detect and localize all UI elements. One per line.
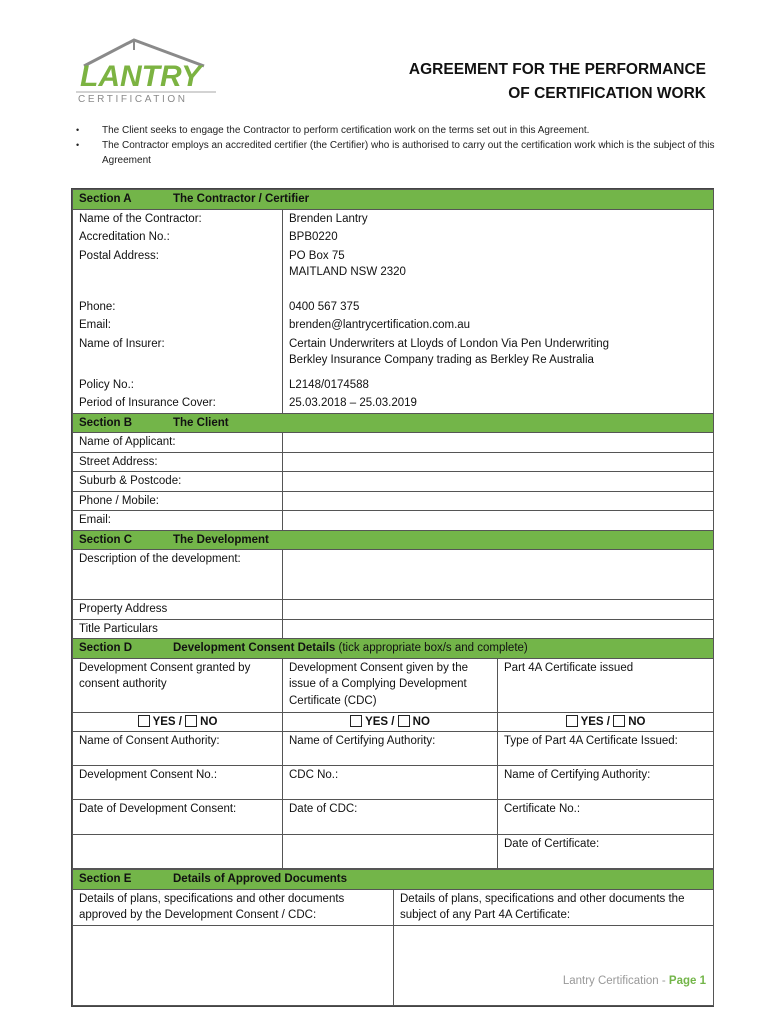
phone-label: Phone:: [73, 298, 283, 317]
yes-label: YES: [152, 715, 176, 728]
policy-row: [73, 376, 714, 395]
applicant-row: [73, 433, 714, 453]
cdc-yes-checkbox[interactable]: [350, 715, 362, 727]
bullet-icon: •: [76, 125, 80, 135]
street-row: [73, 452, 714, 472]
postal-address-row: [73, 247, 714, 298]
intro-bullets: [76, 123, 716, 168]
logo-subtext: CERTIFICATION: [78, 94, 188, 104]
postal-line-1: PO Box 75: [289, 249, 345, 262]
yes-no-row: [73, 712, 714, 732]
section-c-label: Section C: [79, 533, 133, 546]
insurance-period-value: 25.03.2018 – 25.03.2019: [283, 394, 714, 413]
part4a-yes-no: YES / NO: [498, 712, 714, 732]
cdc-heading: Development Consent given by the issue of a Complying Development Certificate (CDC): [283, 658, 498, 712]
page-footer: [563, 975, 706, 987]
section-a-header: [73, 190, 714, 210]
title-particulars-row: [73, 619, 714, 639]
section-d-title: Development Consent Details: [173, 642, 336, 654]
accreditation-label: Accreditation No.:: [73, 228, 283, 247]
section-b-label: Section B: [79, 416, 133, 429]
consent-number[interactable]: Development Consent No.:: [73, 766, 283, 800]
client-email-row: [73, 511, 714, 531]
insurer-value: [283, 335, 714, 376]
email-value: brenden@lantrycertification.com.au: [283, 316, 714, 335]
description-field[interactable]: [283, 550, 714, 600]
consent-blank-cell: [73, 835, 283, 869]
company-logo: [72, 36, 222, 104]
description-row: [73, 550, 714, 600]
consent-authority-name[interactable]: Name of Consent Authority:: [73, 732, 283, 766]
approved-docs-fields: [73, 925, 714, 1005]
accreditation-row: [73, 228, 714, 247]
section-a-title: The Contractor / Certifier: [173, 193, 310, 205]
client-phone-row: [73, 491, 714, 511]
applicant-label: Name of Applicant:: [73, 433, 283, 453]
property-field[interactable]: [283, 600, 714, 620]
street-field[interactable]: [283, 452, 714, 472]
footer-company: Lantry Certification -: [562, 975, 666, 987]
policy-label: Policy No.:: [73, 376, 283, 395]
consent-docs-field[interactable]: [73, 925, 394, 1005]
consent-docs-heading: Details of plans, specifications and other documents approved by the Development Consent / CDC:: [73, 889, 394, 925]
section-b-title: The Client: [173, 416, 229, 429]
section-e-title: Details of Approved Documents: [173, 873, 348, 885]
section-b-header: [73, 413, 714, 433]
title-line-1: AGREEMENT FOR THE PERFORMANCE: [408, 61, 706, 78]
accreditation-value: BPB0220: [283, 228, 714, 247]
form-table-a-d: [72, 189, 714, 869]
section-a-label: Section A: [79, 193, 132, 205]
consent-no-checkbox[interactable]: [185, 715, 197, 727]
bullet-item: [76, 123, 716, 138]
email-row: [73, 316, 714, 335]
cdc-number[interactable]: CDC No.:: [283, 766, 498, 800]
section-d-note: (tick appropriate box/s and complete): [338, 642, 528, 654]
consent-field-row-2: [73, 766, 714, 800]
policy-value: L2148/0174588: [283, 376, 714, 395]
client-email-label: Email:: [73, 511, 283, 531]
postal-address-label: Postal Address:: [73, 247, 283, 298]
phone-value: 0400 567 375: [283, 298, 714, 317]
consent-date[interactable]: Date of Development Consent:: [73, 800, 283, 835]
agreement-form: [71, 188, 714, 1007]
insurance-period-label: Period of Insurance Cover:: [73, 394, 283, 413]
consent-yes-checkbox[interactable]: [138, 715, 150, 727]
part4a-certificate-date[interactable]: Date of Certificate:: [498, 835, 714, 869]
client-phone-field[interactable]: [283, 491, 714, 511]
cdc-certifying-authority[interactable]: Name of Certifying Authority:: [283, 732, 498, 766]
insurer-label: Name of Insurer:: [73, 335, 283, 376]
logo-wordmark: LANTRY: [80, 60, 202, 93]
yes-label: YES: [365, 715, 389, 728]
cdc-yes-no: YES / NO: [283, 712, 498, 732]
client-email-field[interactable]: [283, 511, 714, 531]
bullet-item: [76, 138, 716, 168]
contractor-name-row: [73, 209, 714, 228]
part4a-docs-field[interactable]: [394, 925, 714, 1005]
suburb-label: Suburb & Postcode:: [73, 472, 283, 492]
no-label: NO: [628, 715, 646, 728]
consent-authority-heading: Development Consent granted by consent authority: [73, 658, 283, 712]
consent-type-headings: [73, 658, 714, 712]
street-label: Street Address:: [73, 452, 283, 472]
part4a-yes-checkbox[interactable]: [566, 715, 578, 727]
consent-field-row-3: [73, 800, 714, 835]
insurer-row: [73, 335, 714, 376]
part4a-certificate-number[interactable]: Certificate No.:: [498, 800, 714, 835]
phone-row: [73, 298, 714, 317]
consent-field-row-1: [73, 732, 714, 766]
title-particulars-label: Title Particulars: [73, 619, 283, 639]
bullet-text: The Client seeks to engage the Contractor to perform certification work on the terms set out in this Agreement.: [102, 125, 590, 136]
email-label: Email:: [73, 316, 283, 335]
title-particulars-field[interactable]: [283, 619, 714, 639]
part4a-no-checkbox[interactable]: [613, 715, 625, 727]
property-label: Property Address: [73, 600, 283, 620]
insurance-period-row: [73, 394, 714, 413]
part4a-docs-heading: Details of plans, specifications and other documents the subject of any Part 4A Certificate:: [394, 889, 714, 925]
postal-address-value: [283, 247, 714, 298]
section-d-label: Section D: [79, 642, 133, 654]
section-e-header: [73, 870, 714, 890]
consent-yes-no: YES / NO: [73, 712, 283, 732]
section-c-title: The Development: [173, 533, 269, 546]
bullet-icon: •: [76, 140, 80, 150]
section-c-header: [73, 530, 714, 550]
description-label: Description of the development:: [73, 550, 283, 600]
property-row: [73, 600, 714, 620]
bullet-text: The Contractor employs an accredited certifier (the Certifier) who is authorised to carry out the certification work which is the subject of this Agreement: [102, 140, 715, 166]
postal-line-2: MAITLAND NSW 2320: [289, 266, 406, 278]
suburb-row: [73, 472, 714, 492]
insurer-line-1: Certain Underwriters at Lloyds of London Via Pen Underwriting: [289, 337, 610, 350]
footer-page-number: Page 1: [668, 975, 706, 987]
contractor-name-label: Name of the Contractor:: [73, 209, 283, 228]
no-label: NO: [200, 715, 218, 728]
cdc-blank-cell: [283, 835, 498, 869]
section-d-header: [73, 639, 714, 659]
part4a-certifying-authority[interactable]: Name of Certifying Authority:: [498, 766, 714, 800]
contractor-name-value: Brenden Lantry: [283, 209, 714, 228]
part4a-certificate-type[interactable]: Type of Part 4A Certificate Issued:: [498, 732, 714, 766]
client-phone-label: Phone / Mobile:: [73, 491, 283, 511]
section-e-label: Section E: [79, 873, 132, 885]
title-line-2: OF CERTIFICATION WORK: [508, 85, 706, 102]
applicant-field[interactable]: [283, 433, 714, 453]
part4a-heading: Part 4A Certificate issued: [498, 658, 714, 712]
logo-graphic: [72, 36, 222, 104]
document-title: [409, 58, 706, 106]
yes-label: YES: [580, 715, 604, 728]
no-label: NO: [412, 715, 430, 728]
approved-docs-headings: [73, 889, 714, 925]
consent-field-row-4: [73, 835, 714, 869]
suburb-field[interactable]: [283, 472, 714, 492]
insurer-line-2: Berkley Insurance Company trading as Berkley Re Australia: [289, 354, 594, 366]
cdc-no-checkbox[interactable]: [398, 715, 410, 727]
cdc-date[interactable]: Date of CDC:: [283, 800, 498, 835]
